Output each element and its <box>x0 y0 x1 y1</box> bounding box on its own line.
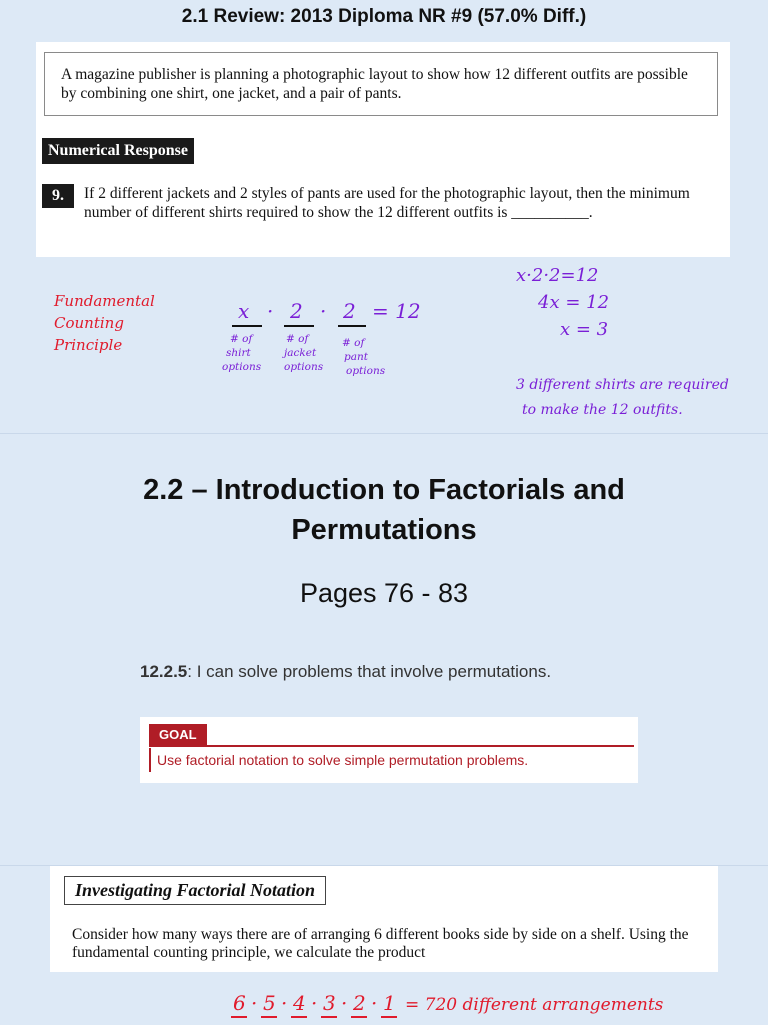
factor: 4 <box>293 991 306 1015</box>
title-line: 2.2 – Introduction to Factorials and <box>143 474 625 506</box>
work-line: x·2·2=12 <box>516 265 599 286</box>
factor: 5 <box>263 991 276 1015</box>
problem-intro: A magazine publisher is planning a photographic layout to show how 12 different outfits are possible by combining one shirt, one jacket, and a pair of pants. <box>44 52 718 116</box>
slide-intro-factorials <box>0 433 768 865</box>
eq-dot: · <box>267 299 274 323</box>
investigation-text: Consider how many ways there are of arranging 6 different books side by side on a shelf. Using the fundamental counting principle, we calculate the product <box>72 926 689 961</box>
work-line: x = 3 <box>560 319 609 340</box>
eq-term: x <box>238 299 250 323</box>
label-line: # of <box>286 333 309 345</box>
label-line: # of <box>230 333 253 345</box>
investigation-title: Investigating Factorial Notation <box>64 876 326 905</box>
slide-title: 2.1 Review: 2013 Diploma NR #9 (57.0% Diff.) <box>181 6 587 27</box>
question-number: 9. <box>42 184 74 208</box>
goal-text: Use factorial notation to solve simple permutation problems. <box>149 748 528 772</box>
product-result: = 720 different arrangements <box>405 995 664 1015</box>
label-line: shirt <box>226 347 251 359</box>
slide-investigating-factorial <box>0 865 768 1025</box>
handwritten-work-ink <box>0 0 768 432</box>
factor: 1 <box>383 991 396 1015</box>
principle-line: Fundamental <box>54 292 155 310</box>
label-line: options <box>346 365 386 377</box>
factor: 6 <box>233 991 246 1015</box>
goal-label: GOAL <box>149 724 207 745</box>
goal-divider <box>149 745 634 747</box>
label-line: options <box>284 361 324 373</box>
eq-result: = 12 <box>372 299 421 323</box>
handwritten-product-ink <box>0 866 768 1025</box>
eq-term: 2 <box>343 299 356 323</box>
outcome-text: : I can solve problems that involve permutations. <box>187 662 552 681</box>
question-text: If 2 different jackets and 2 styles of pants are used for the photographic layout, then the minimum number of different shirts required to show the 12 different outfits is __________. <box>84 185 690 221</box>
title-line: Permutations <box>291 514 477 546</box>
label-line: pant <box>344 351 368 363</box>
factor-dot: · <box>341 991 348 1015</box>
eq-term: 2 <box>290 299 303 323</box>
goal-card <box>140 717 638 783</box>
slide-review <box>0 0 768 432</box>
factor-dot: · <box>311 991 318 1015</box>
principle-line: Principle <box>54 336 123 354</box>
learning-outcome <box>140 662 551 682</box>
numerical-response-label: Numerical Response <box>42 138 194 164</box>
outcome-code: 12.2.5 <box>140 662 188 681</box>
label-line: jacket <box>284 347 317 359</box>
slide-title <box>0 470 768 550</box>
factor: 2 <box>353 991 366 1015</box>
principle-line: Counting <box>54 314 124 332</box>
eq-dot: · <box>320 299 327 323</box>
factor-dot: · <box>371 991 378 1015</box>
page-range: Pages 76 - 83 <box>299 578 469 608</box>
label-line: options <box>222 361 262 373</box>
factor: 3 <box>323 991 336 1015</box>
conclusion-line: to make the 12 outfits. <box>522 402 683 418</box>
label-line: # of <box>342 337 365 349</box>
work-line: 4x = 12 <box>538 292 610 313</box>
conclusion-line: 3 different shirts are required <box>516 377 729 393</box>
factor-dot: · <box>251 991 258 1015</box>
factor-dot: · <box>281 991 288 1015</box>
